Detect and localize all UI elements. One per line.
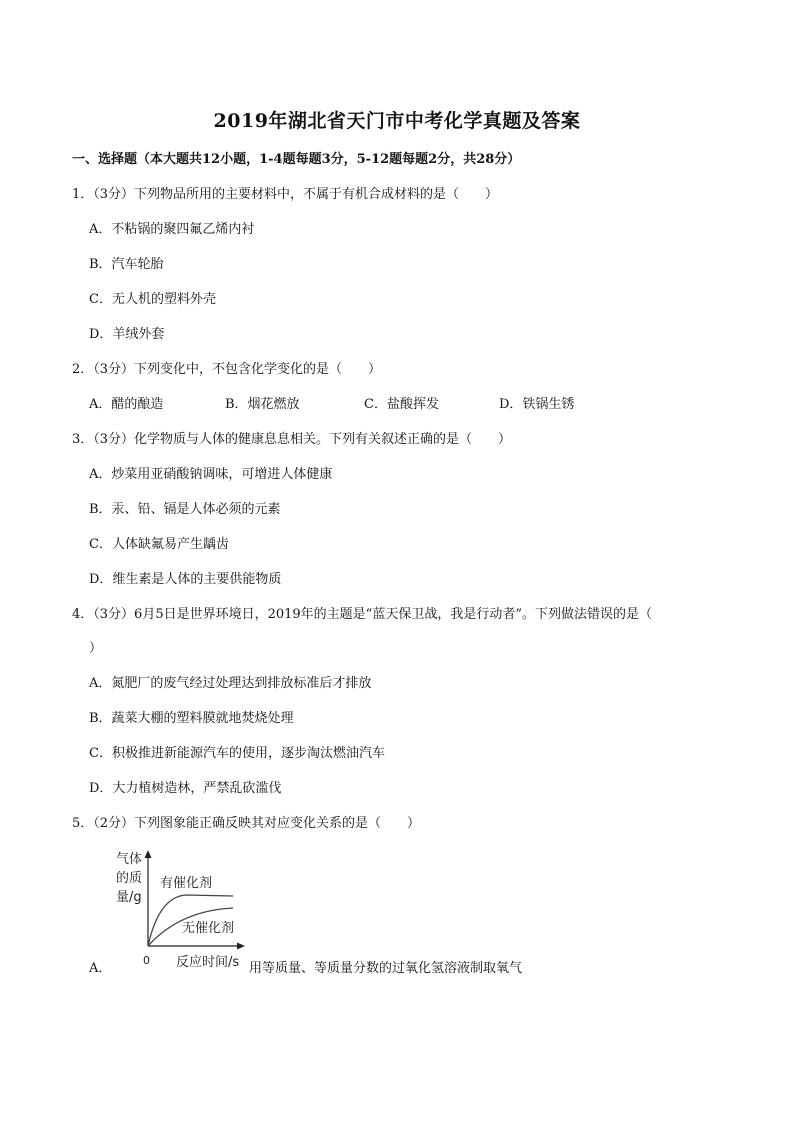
question-2-stem: 2．（3分）下列变化中，不包含化学变化的是（ ）	[72, 362, 382, 377]
question-3-option-b: B．汞、铅、镉是人体必须的元素	[89, 502, 281, 517]
question-5-option-a-label: A．	[89, 961, 112, 976]
graph-x-arrow	[237, 943, 245, 950]
graph-y-arrow	[145, 850, 152, 858]
graph-ylabel-line2: 的质	[116, 871, 143, 886]
question-5-option-a-text: 用等质量、等质量分数的过氧化氢溶液制取氧气	[249, 961, 523, 976]
question-4-stem: 4．（3分）6月5日是世界环境日，2019年的主题是“蓝天保卫战，我是行动者”。下列做法错误的是（	[72, 607, 652, 622]
question-3-option-c: C．人体缺氟易产生龋齿	[89, 537, 229, 552]
question-2-option-b: B．烟花燃放	[225, 397, 300, 412]
question-4-option-a: A．氮肥厂的废气经过处理达到排放标准后才排放	[89, 676, 372, 691]
graph-xlabel: 反应时间/s	[176, 955, 240, 970]
question-1-option-d: D．羊绒外套	[89, 327, 165, 342]
question-2-option-d: D．铁锅生锈	[499, 397, 575, 412]
question-1-stem: 1．（3分）下列物品所用的主要材料中，不属于有机合成材料的是（ ）	[72, 187, 499, 202]
question-4-stem-continued: ）	[89, 641, 103, 656]
section-heading: 一、选择题（本大题共12小题，1-4题每题3分，5-12题每题2分，共28分）	[72, 152, 521, 167]
question-3-stem: 3．（3分）化学物质与人体的健康息息相关。下列有关叙述正确的是（ ）	[72, 432, 512, 447]
graph-label-with-catalyst: 有催化剂	[160, 876, 213, 891]
question-2-option-a: A．醋的酿造	[89, 397, 164, 412]
question-2-option-c: C．盐酸挥发	[364, 397, 439, 412]
graph-origin: 0	[143, 954, 150, 967]
question-5-stem: 5．（2分）下列图象能正确反映其对应变化关系的是（ ）	[72, 816, 421, 831]
catalyst-graph	[108, 848, 248, 972]
question-4-option-b: B．蔬菜大棚的塑料膜就地焚烧处理	[89, 711, 294, 726]
question-1-option-a: A．不粘锅的聚四氟乙烯内衬	[89, 222, 255, 237]
question-4-option-c: C．积极推进新能源汽车的使用，逐步淘汰燃油汽车	[89, 746, 385, 761]
page-title: 2019年湖北省天门市中考化学真题及答案	[213, 110, 581, 132]
question-4-option-d: D．大力植树造林，严禁乱砍滥伐	[89, 781, 282, 796]
question-3-option-d: D．维生素是人体的主要供能物质	[89, 572, 282, 587]
graph-ylabel-line1: 气体	[116, 852, 143, 867]
question-3-option-a: A．炒菜用亚硝酸钠调味，可增进人体健康	[89, 467, 333, 482]
graph-ylabel-line3: 量/g	[116, 890, 142, 905]
graph-label-without-catalyst: 无催化剂	[182, 921, 235, 936]
question-1-option-c: C．无人机的塑料外壳	[89, 292, 216, 307]
question-1-option-b: B．汽车轮胎	[89, 257, 164, 272]
